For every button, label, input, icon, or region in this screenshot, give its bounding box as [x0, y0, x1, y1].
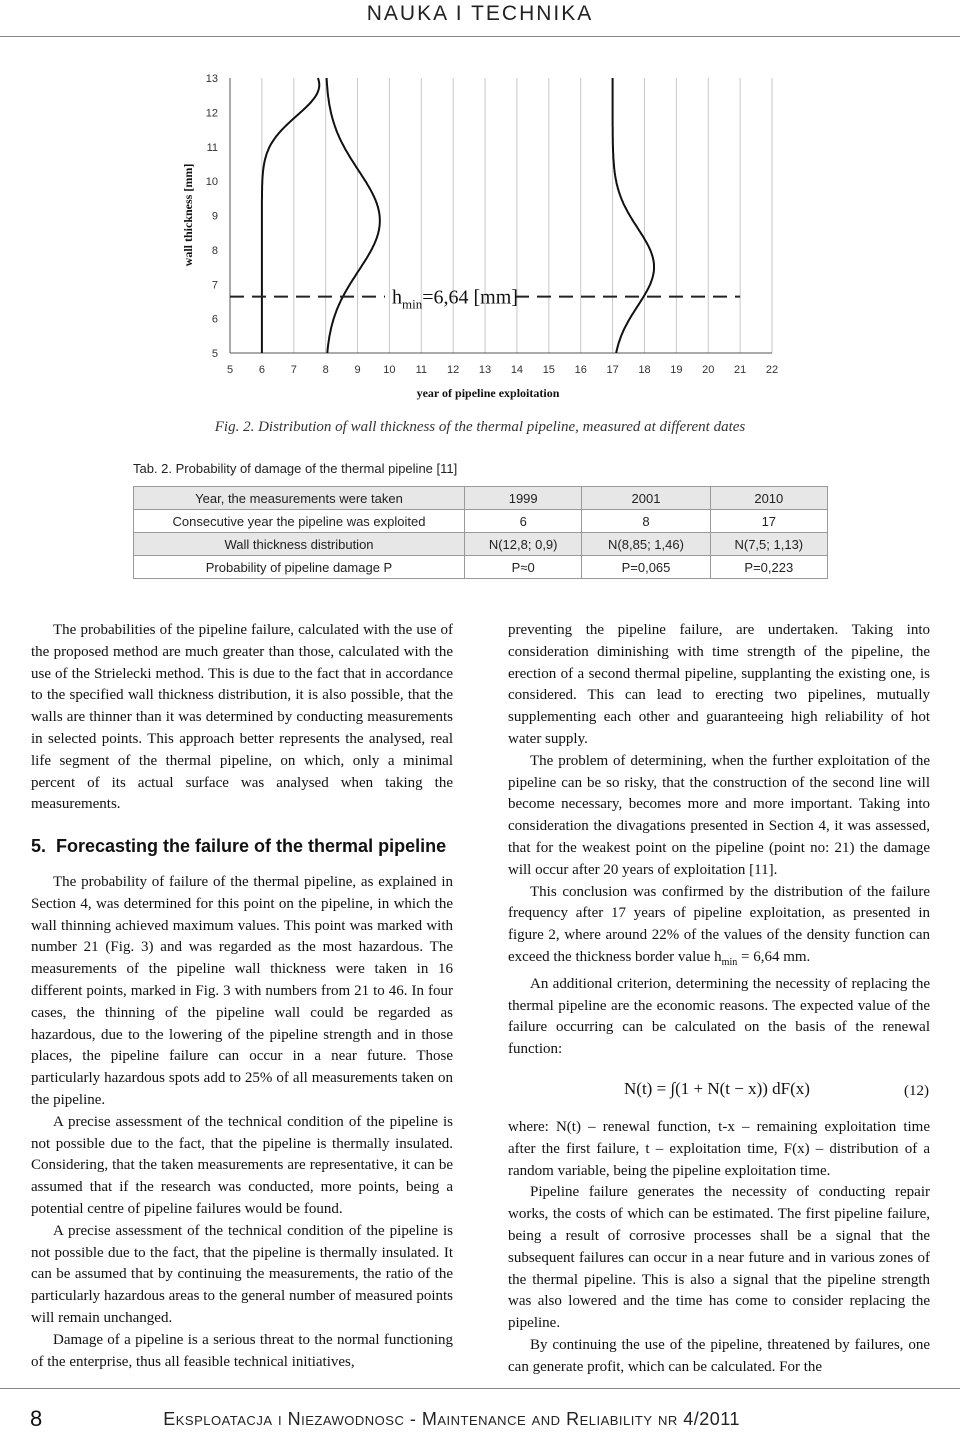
paragraph: preventing the pipeline failure, are undertaken. Taking into consideration diminishing with time strength of the pipeline, the erection of a second thermal pipeline, supplanting the existing one, is considered. This can lead to erecting two pipelines, mutually supplementing each other and guaranteeing high reliability of hot water supply. [508, 622, 930, 747]
y-tick-label: 7 [211, 279, 218, 292]
renewal-equation: N(t) = ∫(1 + N(t − x)) dF(x) [624, 1079, 810, 1098]
section-number: 5. [31, 836, 47, 856]
paragraph-text: = 6,64 mm. [737, 948, 811, 965]
probability-table [133, 486, 828, 579]
x-tick-label: 16 [574, 364, 587, 376]
table-row [134, 556, 828, 579]
paragraph: The problem of determining, when the further exploitation of the pipeline can be so risky, that the construction of the second line will become necessary, becomes more and more important. Taking into consideration the divagations presented in Section 4, it was assessed, that for the weakest point on the pipeline (point no: 21) the damage will occur after 20 years of exploitation [11]. [508, 752, 930, 878]
x-tick-label: 13 [478, 364, 492, 376]
y-tick-label: 13 [205, 73, 218, 85]
table-cell: 2001 [582, 487, 710, 510]
x-tick-label: 8 [322, 364, 329, 376]
page-header [0, 0, 960, 40]
x-tick-label: 12 [447, 364, 460, 376]
x-axis-label: year of pipeline exploitation [416, 386, 560, 400]
table-cell: N(8,85; 1,46) [582, 533, 710, 556]
figure-caption: Fig. 2. Distribution of wall thickness of the thermal pipeline, measured at different dates [214, 419, 746, 435]
table-cell: P≈0 [465, 556, 582, 579]
table-cell: N(12,8; 0,9) [465, 533, 582, 556]
table-cell: 1999 [465, 487, 582, 510]
x-tick-label: 18 [638, 364, 651, 376]
paragraph: Pipeline failure generates the necessity of conducting repair works, the costs of which can be estimated. The first pipeline failure, being a result of corrosive processes shall be a signal that the subsequent failures can occur in a near future and in various zones of the thermal pipeline. This is also a signal that the pipeline strength was also lowered and the time has come to consider replacing the pipeline. [508, 1184, 930, 1332]
density-curve [327, 78, 380, 353]
density-curve [613, 78, 654, 353]
x-tick-label: 5 [226, 364, 234, 376]
x-tick-label: 17 [606, 364, 619, 376]
y-tick-label: 12 [205, 107, 218, 120]
table-cell: 6 [465, 510, 582, 533]
right-column [508, 620, 930, 1061]
table-title: Tab. 2. Probability of damage of the thermal pipeline [11] [133, 461, 458, 476]
paragraph: The probability of failure of the thermal pipeline, as explained in Section 4, was determined for this point on the pipeline, in which the wall thinning achieved maximum values. This point was marked with number 21 (Fig. 3) and was regarded as the most hazardous. The measurements of the pipeline wall thickness were taken in 16 different points, marked in Fig. 3 with numbers from 21 to 46. In four cases, the thinning of the pipeline wall could be regarded as hazardous, due to the lowering of the pipeline strength and in those places, the pipeline failure can occur in a near future. Those particularly hazardous spots add to 25% of all measurements taken on the pipeline. [31, 874, 453, 1108]
x-tick-label: 14 [510, 364, 524, 376]
left-column-continued [31, 872, 453, 1373]
y-tick-label: 8 [211, 244, 218, 257]
table-cell: Consecutive year the pipeline was exploited [134, 510, 465, 533]
table-cell: P=0,223 [710, 556, 827, 579]
subscript: min [721, 956, 738, 968]
x-tick-label: 22 [765, 364, 779, 376]
x-tick-label: 21 [733, 364, 747, 376]
table-cell: 17 [710, 510, 827, 533]
equation-number: (12) [904, 1083, 929, 1099]
page-number: 8 [30, 1406, 43, 1431]
paragraph [508, 882, 930, 974]
thickness-distribution-chart [0, 40, 960, 410]
left-column [31, 620, 453, 816]
header-rule [0, 36, 960, 37]
x-tick-label: 9 [354, 364, 361, 376]
chart-axes [230, 78, 772, 353]
x-tick-label: 19 [670, 364, 683, 376]
right-column-continued [508, 1117, 930, 1379]
paragraph: Damage of a pipeline is a serious threat to the normal functioning of the enterprise, thus all feasible technical initiatives, [31, 1331, 453, 1370]
table-cell: 8 [582, 510, 710, 533]
table-row [134, 510, 828, 533]
y-tick-label: 10 [205, 176, 218, 189]
y-tick-label: 11 [206, 141, 218, 154]
x-tick-label: 7 [290, 364, 297, 376]
paragraph: A precise assessment of the technical condition of the pipeline is not possible due to the fact, that the pipeline is thermally insulated. Considering, that the taken measurements are representative, it can be assumed that if the research was conducted, more points, being a potential centre of pipeline failures would be found. [31, 1113, 453, 1217]
table-cell: Probability of pipeline damage P [134, 556, 465, 579]
paragraph: By continuing the use of the pipeline, threatened by failures, one can generate profit, which can be calculated. For the [508, 1336, 930, 1375]
table-cell: 2010 [710, 487, 827, 510]
table-row [134, 487, 828, 510]
y-tick-label: 9 [211, 210, 218, 223]
x-tick-label: 10 [383, 364, 396, 376]
y-tick-label: 5 [211, 348, 218, 360]
y-axis-label: wall thickness [mm] [181, 163, 195, 267]
footer-rule [0, 1388, 960, 1389]
paragraph: An additional criterion, determining the necessity of replacing the thermal pipeline are the economic reasons. The expected value of the failure occurring can be calculated on the basis of the renewal function: [508, 975, 930, 1058]
x-tick-label: 20 [702, 364, 715, 376]
paragraph: The probabilities of the pipeline failure, calculated with the use of the proposed method are much greater than those, calculated with the use of the Strielecki method. This is due to the fact that in accordance to the specified wall thickness distribution, it is also possible, that the walls are thinner than it was determined by conducting measurements in selected points. This approach better represents the analysed, real life segment of the thermal pipeline, on which, only a minimal percent of its actual surface was analysed when taking the measurements. [31, 622, 453, 813]
journal-footer: Eksploatacja i Niezawodnosc - Maintenance and Reliability nr 4/2011 [163, 1409, 740, 1429]
section-title: Forecasting the failure of the thermal pipeline [56, 836, 447, 856]
chart-curves [262, 78, 654, 353]
threshold-line [230, 287, 740, 312]
x-tick-label: 11 [415, 364, 428, 376]
x-tick-label: 15 [542, 364, 555, 376]
table-cell: P=0,065 [582, 556, 710, 579]
journal-section-title: NAUKA I TECHNIKA [366, 2, 594, 25]
chart-grid [262, 78, 772, 353]
paragraph: A precise assessment of the technical condition of the pipeline is not possible due to the fact, that the pipeline is thermally insulated. It can be assumed that by continuing the measurements, the ratio of the particularly hazardous areas to the general number of measured points will remain unchanged. [31, 1222, 453, 1326]
paragraph-text: This conclusion was confirmed by the distribution of the failure frequency after 17 years of pipeline exploitation, as presented in figure 2, where around 22% of the values of the density function can exceed the thickness border value h [508, 883, 930, 965]
density-curve [262, 78, 319, 353]
section-heading [31, 836, 446, 857]
chart-labels [181, 73, 778, 400]
table-row [134, 533, 828, 556]
y-tick-label: 6 [211, 313, 218, 326]
x-tick-label: 6 [258, 364, 265, 376]
table-cell: Wall thickness distribution [134, 533, 465, 556]
threshold-label: $h_{min}=6,64$ [mm] [392, 286, 518, 312]
table-cell: N(7,5; 1,13) [710, 533, 827, 556]
table-cell: Year, the measurements were taken [134, 487, 465, 510]
paragraph: where: N(t) – renewal function, t-x – remaining exploitation time after the first failure, t – exploitation time, F(x) – distribution of a random variable, being the pipeline exploitation time. [508, 1119, 930, 1179]
